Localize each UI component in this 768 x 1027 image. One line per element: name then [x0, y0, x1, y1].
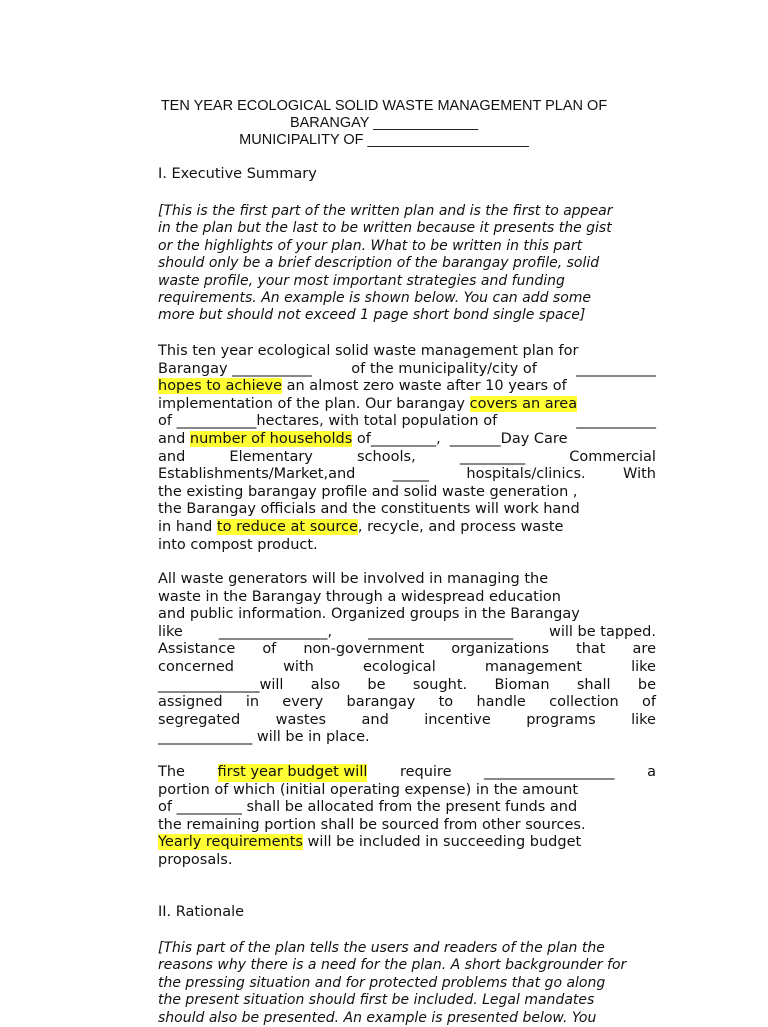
text-run: ______________will [158, 676, 284, 693]
text-run: segregated [158, 711, 241, 728]
text-run: and [361, 711, 389, 728]
text-run: like [158, 623, 183, 640]
text-run: handle [476, 694, 526, 711]
paragraph-line: waste in the Barangay through a widespread education [158, 588, 561, 605]
text-run: Assistance [158, 641, 236, 658]
text-run: ___________ [576, 360, 656, 377]
highlight-to-reduce-at-source: to reduce at source [216, 518, 358, 535]
paragraph-line: All waste generators will be involved in managing the [158, 571, 549, 587]
paragraph-line [158, 413, 656, 431]
paragraph-line [158, 378, 656, 396]
text-run: an almost zero waste after 10 years of [282, 378, 567, 395]
paragraph-line: and public information. Organized groups in the Barangay [158, 606, 580, 623]
highlight-number-of-households: number of households [189, 430, 353, 447]
text-run: Barangay ___________ [158, 360, 312, 377]
instruction-line: the pressing situation and for protected problems that go along [158, 974, 606, 991]
paragraph-line: the Barangay officials and the constituents will work hand [158, 501, 580, 518]
paragraph-line [158, 624, 656, 642]
text-run: assigned [158, 694, 223, 711]
paragraph-line [158, 361, 656, 379]
text-run: _______________, [218, 623, 333, 640]
text-run: programs [526, 711, 596, 728]
paragraph-line [158, 431, 656, 449]
text-run: Bioman [494, 676, 550, 693]
text-run: of_________, _______Day Care [352, 430, 568, 447]
text-run: __________________ [484, 764, 615, 780]
paragraph-line [158, 519, 656, 537]
paragraph-line: of _________ shall be allocated from the present funds and [158, 799, 578, 816]
text-run: sought. [412, 676, 468, 693]
text-run: like [631, 711, 656, 728]
paragraph-line: This ten year ecological solid waste management plan for [158, 343, 579, 359]
text-run: ecological [362, 658, 436, 675]
text-run: Elementary [229, 448, 313, 465]
highlight-yearly-requirements: Yearly requirements [158, 834, 303, 851]
text-run: collection [549, 694, 619, 711]
text-run: in hand [158, 518, 217, 535]
paragraph-line [158, 659, 656, 677]
text-run: hospitals/clinics. [466, 466, 586, 483]
summary-paragraph-2 [158, 571, 656, 747]
paragraph-line: the existing barangay profile and solid waste generation , [158, 483, 578, 500]
highlight-covers-an-area: covers an area [469, 395, 578, 412]
text-run: of the municipality/city of [351, 360, 537, 377]
paragraph-line: the remaining portion shall be sourced from other sources. [158, 816, 586, 833]
text-run: wastes [275, 711, 327, 728]
text-run: a [647, 764, 656, 780]
paragraph-line [158, 677, 656, 695]
text-run: implementation of the plan. Our barangay [158, 395, 470, 412]
executive-summary-instructions [158, 203, 656, 325]
paragraph-line: into compost product. [158, 536, 318, 553]
paragraph-line [158, 641, 656, 659]
text-run: ____________________ [368, 623, 514, 640]
text-run: be [637, 676, 656, 693]
text-run: and [158, 430, 190, 447]
text-run: management [484, 658, 582, 675]
text-run: With [623, 466, 656, 483]
instruction-line: [This is the first part of the written plan and is the first to appear [158, 203, 613, 219]
title-line-2: BARANGAY _____________ [289, 115, 479, 131]
highlight-first-year-budget: first year budget will [217, 764, 368, 780]
paragraph-line: _____________ will be in place. [158, 729, 370, 746]
paragraph-line [158, 449, 656, 467]
highlight-hopes-to-achieve: hopes to achieve [158, 378, 283, 395]
text-run: _________ [459, 448, 526, 465]
instruction-line: or the highlights of your plan. What to be written in this part [158, 237, 583, 254]
document-title [0, 98, 768, 149]
instruction-line: requirements. An example is shown below. You can add some [158, 290, 592, 307]
text-run: will be tapped. [548, 623, 656, 640]
text-run: shall [576, 676, 611, 693]
text-run: , recycle, and process waste [357, 518, 564, 535]
paragraph-line [158, 396, 656, 414]
text-run: Establishments/Market,and [158, 466, 356, 483]
instruction-line: the present situation should first be included. Legal mandates [158, 992, 595, 1009]
paragraph-line [158, 834, 656, 852]
paragraph-line: proposals. [158, 851, 233, 868]
text-run: that [576, 641, 606, 658]
text-run: require [399, 764, 452, 780]
paragraph-line [158, 764, 656, 782]
text-run: organizations [451, 641, 549, 658]
section-heading-rationale: II. Rationale [158, 904, 245, 920]
text-run: to [438, 694, 454, 711]
text-run: The [158, 764, 185, 780]
summary-paragraph-3 [158, 764, 656, 870]
rationale-instructions [158, 940, 656, 1027]
instruction-line: should only be a brief description of the barangay profile, solid [158, 255, 600, 272]
text-run: in [245, 694, 260, 711]
text-run: non-government [303, 641, 425, 658]
text-run: _____ [392, 466, 430, 483]
text-run: ___________ [576, 413, 656, 430]
instruction-line: waste profile, your most important strategies and funding [158, 272, 565, 289]
text-run: like [631, 658, 656, 675]
text-run: of ___________hectares, with total population of [158, 413, 498, 430]
text-run: of [641, 694, 656, 711]
text-run: barangay [346, 694, 416, 711]
instruction-line: [This part of the plan tells the users and readers of the plan the [158, 940, 605, 956]
instruction-line: in the plan but the last to be written because it presents the gist [158, 220, 612, 237]
summary-paragraph-1 [158, 343, 656, 554]
text-run: and [158, 448, 186, 465]
instruction-line: should also be presented. An example is presented below. You [158, 1009, 597, 1026]
paragraph-line [158, 694, 656, 712]
text-run: be [367, 676, 386, 693]
section-heading-executive-summary: I. Executive Summary [158, 166, 317, 182]
text-run: schools, [357, 448, 416, 465]
text-run: also [310, 676, 341, 693]
text-run: of [262, 641, 277, 658]
text-run: Commercial [569, 448, 656, 465]
title-line-1: TEN YEAR ECOLOGICAL SOLID WASTE MANAGEMENT PLAN OF [160, 98, 608, 114]
title-line-3: MUNICIPALITY OF ____________________ [239, 132, 529, 148]
instruction-line: reasons why there is a need for the plan. A short backgrounder for [158, 957, 627, 974]
text-run: concerned [158, 658, 234, 675]
instruction-line: more but should not exceed 1 page short bond single space] [158, 307, 586, 324]
text-run: incentive [424, 711, 491, 728]
text-run: every [282, 694, 324, 711]
text-run: are [632, 641, 656, 658]
text-run: will be included in succeeding budget [302, 834, 582, 851]
paragraph-line: portion of which (initial operating expense) in the amount [158, 781, 579, 798]
paragraph-line [158, 712, 656, 730]
paragraph-line [158, 466, 656, 484]
text-run: with [283, 658, 314, 675]
